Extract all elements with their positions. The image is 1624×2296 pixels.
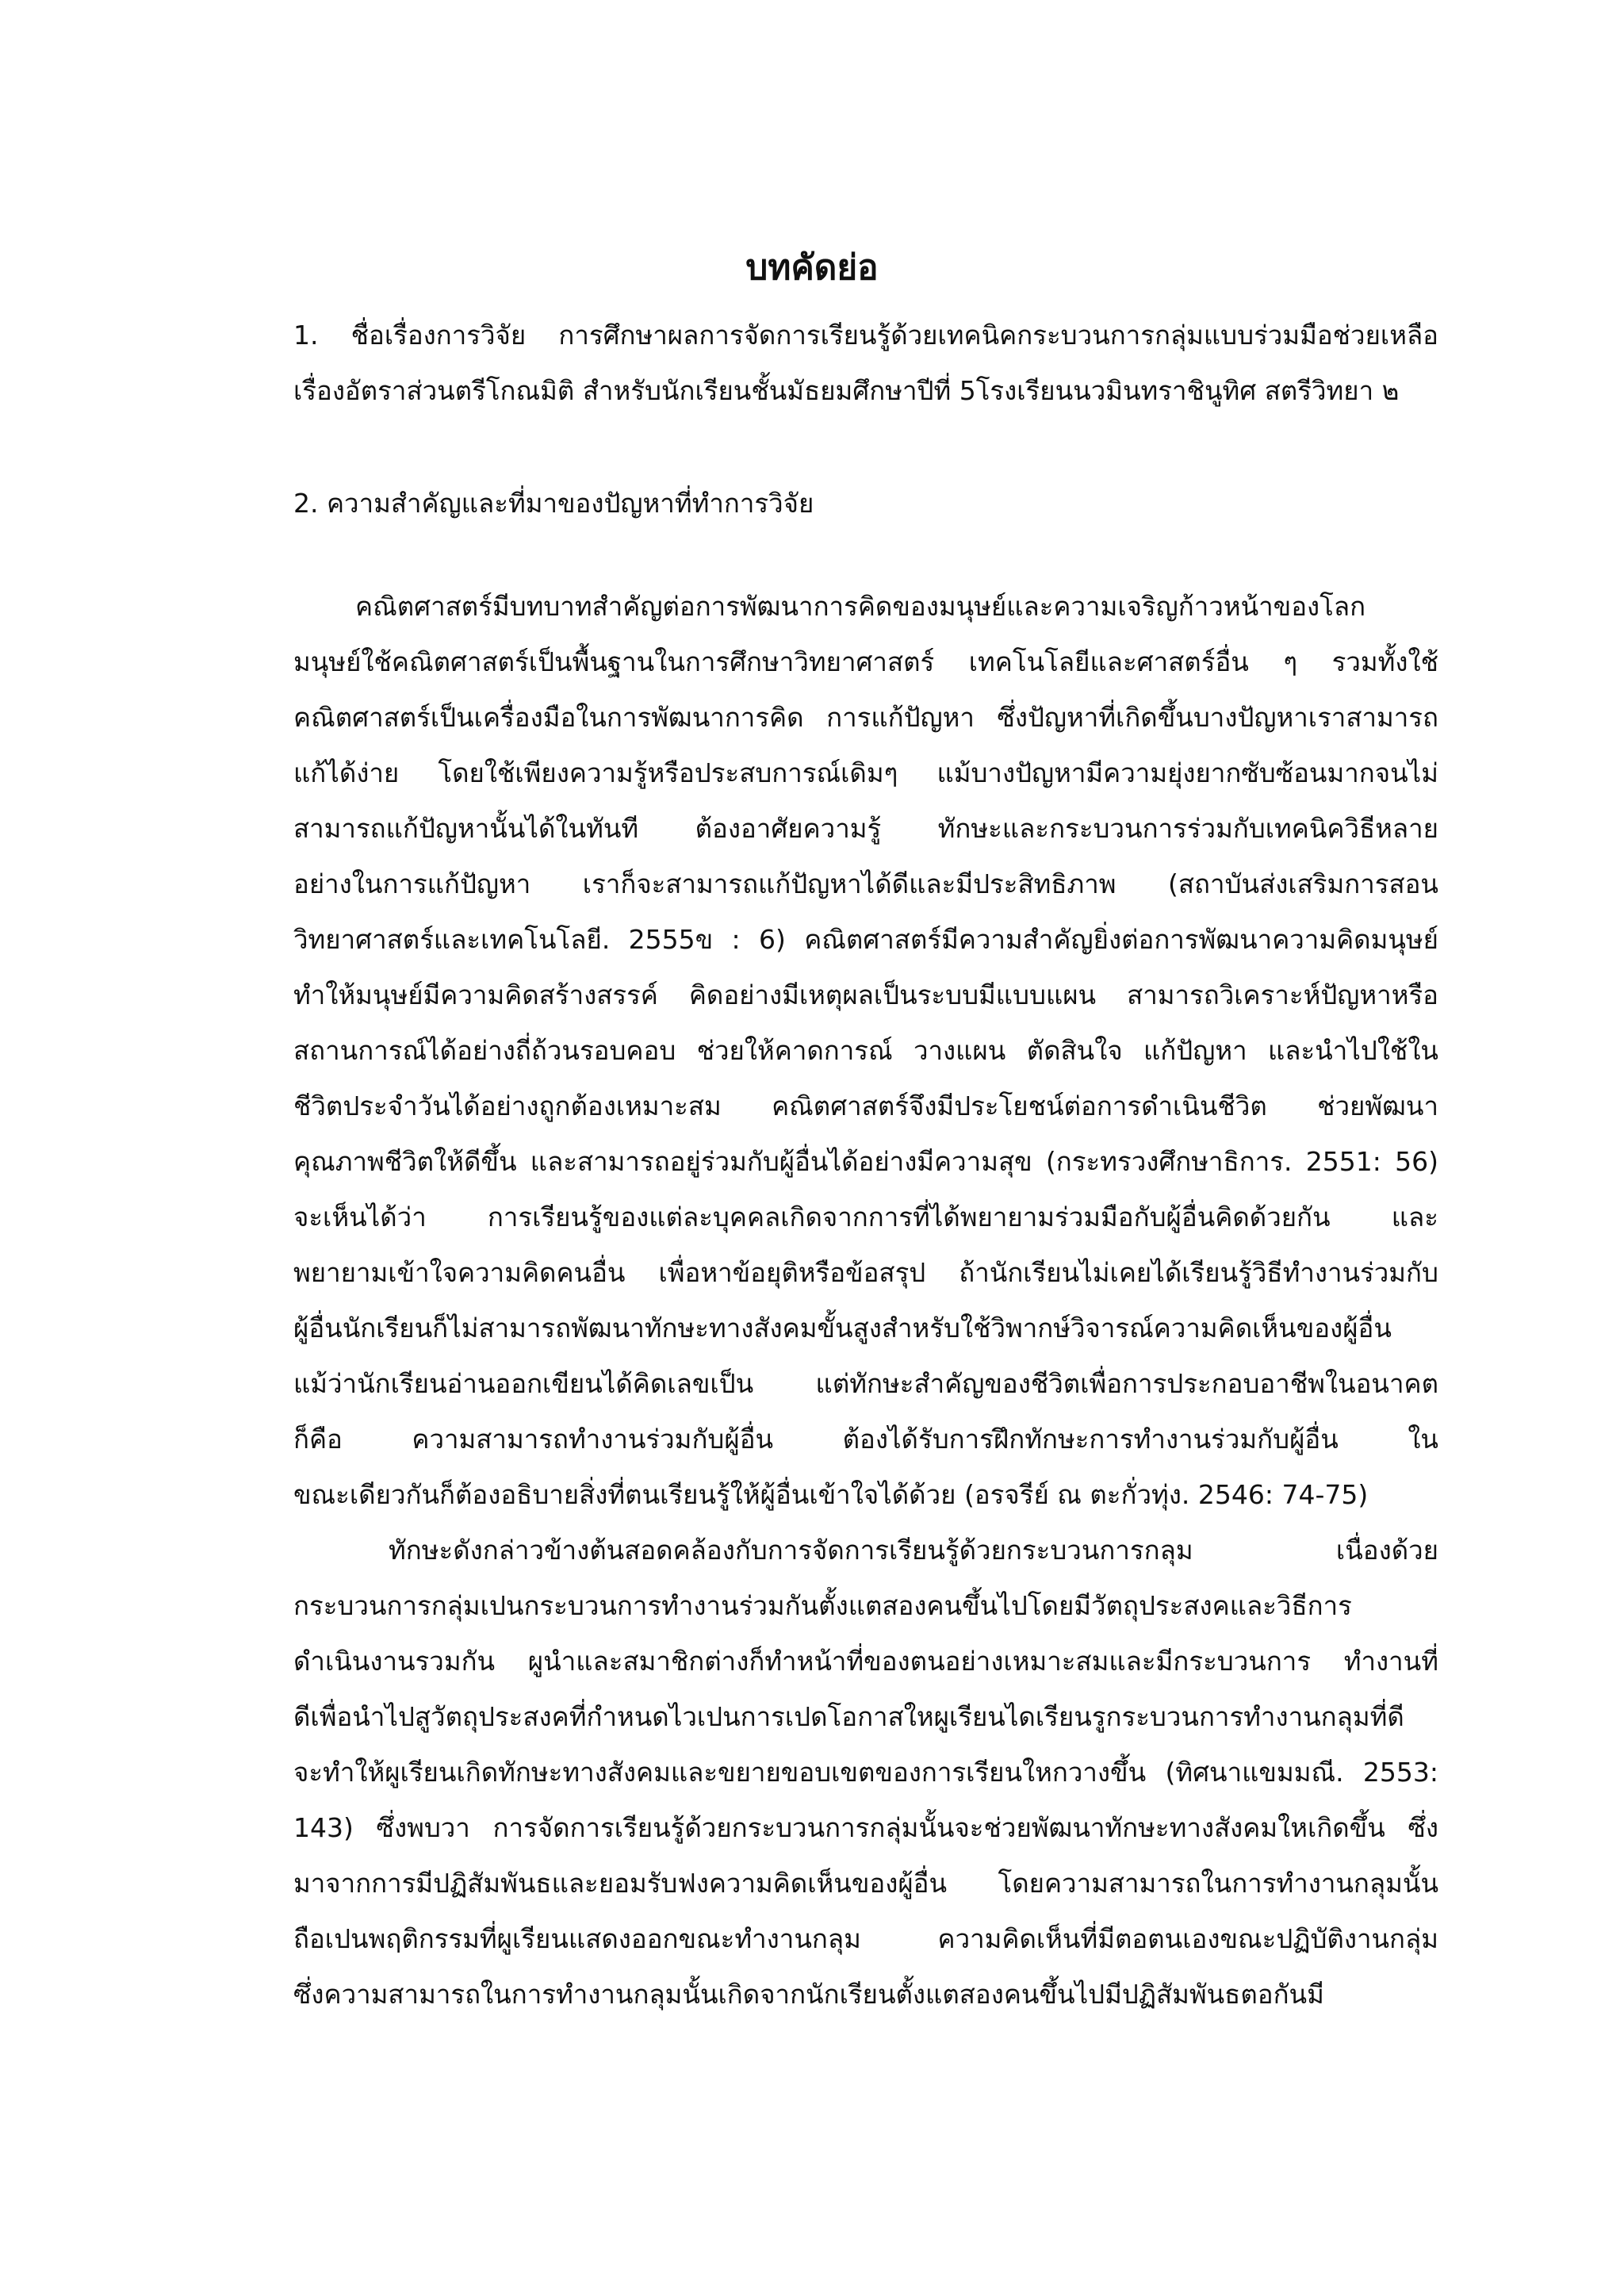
paragraph1-line: ขณะเดียวกันก็ต้องอธิบายสิ่งที่ตนเรียนรู้ให้ผู้อื่นเข้าใจได้ด้วย (อรจรีย์ ณ ตะกั่วทุ่ง. 2546: 74-75) bbox=[293, 1479, 1369, 1510]
paragraph1-line: คณิตศาสตร์เป็นเครื่องมือในการพัฒนาการคิด การแก้ปัญหา ซึ่งปัญหาที่เกิดขึ้นบางปัญหาเราสามารถ bbox=[293, 702, 1438, 733]
section-heading: 2. ความสำคัญและที่มาของปัญหาที่ทำการวิจัย bbox=[293, 488, 814, 519]
paragraph1-line: สามารถแก้ปัญหานั้นได้ในทันที ต้องอาศัยความรู้ ทักษะและกระบวนการร่วมกับเทคนิควิธีหลาย bbox=[293, 813, 1438, 844]
paragraph2-line: ถือเปนพฤติกรรมที่ผูเรียนแสดงออกขณะทำงานกลุม ความคิดเห็นที่มีตอตนเองขณะปฏิบัติงานกลุ่ม bbox=[293, 1923, 1438, 1954]
paragraph1-line: ทำให้มนุษย์มีความคิดสร้างสรรค์ คิดอย่างมีเหตุผลเป็นระบบมีแบบแผน สามารถวิเคราะห์ปัญหาหรือ bbox=[293, 979, 1438, 1010]
paragraph2-line: 143) ซึ่งพบวา การจัดการเรียนรู้ด้วยกระบวนการกลุ่มนั้นจะช่วยพัฒนาทักษะทางสังคมใหเกิดขึ้น ซึ่ง bbox=[293, 1812, 1438, 1843]
paragraph1-line: แม้ว่านักเรียนอ่านออกเขียนได้คิดเลขเป็น แต่ทักษะสำคัญของชีวิตเพื่อการประกอบอาชีพในอนาคต bbox=[293, 1368, 1438, 1399]
paragraph1-line: ก็คือ ความสามารถทำงานร่วมกับผู้อื่น ต้องได้รับการฝึกทักษะการทำงานร่วมกับผู้อื่น ใน bbox=[293, 1424, 1438, 1455]
paragraph1-line: ผู้อื่นนักเรียนก็ไม่สามารถพัฒนาทักษะทางสังคมขั้นสูงสำหรับใช้วิพากษ์วิจารณ์ความคิดเห็นของผู้อื่น bbox=[293, 1313, 1392, 1343]
section1-line: เรื่องอัตราส่วนตรีโกณมิติ สำหรับนักเรียนชั้นมัธยมศึกษาปีที่ 5โรงเรียนนวมินทราชินูทิศ สตรีวิทยา ๒ bbox=[293, 375, 1400, 406]
paragraph2-line: ทักษะดังกล่าวข้างต้นสอดคล้องกับการจัดการเรียนรู้ด้วยกระบวนการกลุม เนื่องด้วย bbox=[389, 1535, 1438, 1566]
paragraph1-line: ชีวิตประจำวันได้อย่างถูกต้องเหมาะสม คณิตศาสตร์จึงมีประโยชน์ต่อการดำเนินชีวิต ช่วยพัฒนา bbox=[293, 1091, 1438, 1121]
paragraph1-line: สถานการณ์ได้อย่างถี่ถ้วนรอบคอบ ช่วยให้คาดการณ์ วางแผน ตัดสินใจ แก้ปัญหา และนำไปใช้ใน bbox=[293, 1035, 1438, 1066]
paragraph1-line: จะเห็นได้ว่า การเรียนรู้ของแต่ละบุคคลเกิดจากการที่ได้พยายามร่วมมือกับผู้อื่นคิดด้วยกัน และ bbox=[293, 1202, 1438, 1232]
paragraph1-line: อย่างในการแก้ปัญหา เราก็จะสามารถแก้ปัญหาได้ดีและมีประสิทธิภาพ (สถาบันส่งเสริมการสอน bbox=[293, 868, 1438, 899]
paragraph2-line: กระบวนการกลุ่มเปนกระบวนการทำงานร่วมกันตั้งแตสองคนขึ้นไปโดยมีวัตถุประสงคและวิธีการ bbox=[293, 1590, 1352, 1621]
paragraph1-line: คณิตศาสตร์มีบทบาทสำคัญต่อการพัฒนาการคิดของมนุษย์และความเจริญก้าวหน้าของโลก bbox=[355, 591, 1366, 622]
paragraph1-line: แก้ได้ง่าย โดยใช้เพียงความรู้หรือประสบการณ์เดิมๆ แม้บางปัญหามีความยุ่งยากซับซ้อนมากจนไม่ bbox=[293, 757, 1438, 788]
paragraph2-line: ดีเพื่อนำไปสูวัตถุประสงคที่กำหนดไวเปนการเปดโอกาสใหผูเรียนไดเรียนรูกระบวนการทำงานกลุมที่ดี bbox=[293, 1701, 1404, 1732]
paragraph1-line: คุณภาพชีวิตให้ดีขึ้น และสามารถอยู่ร่วมกับผู้อื่นได้อย่างมีความสุข (กระทรวงศึกษาธิการ. 2551: 56) bbox=[293, 1146, 1438, 1177]
paragraph2-line: มาจากการมีปฏิสัมพันธและยอมรับฟงความคิดเห็นของผู้อื่น โดยความสามารถในการทำงานกลุมนั้น bbox=[293, 1868, 1438, 1899]
paragraph1-line: พยายามเข้าใจความคิดคนอื่น เพื่อหาข้อยุติหรือข้อสรุป ถ้านักเรียนไม่เคยได้เรียนรู้วิธีทำงานร่วมกับ bbox=[293, 1257, 1438, 1288]
paragraph2-line: ดำเนินงานรวมกัน ผูนำและสมาชิกต่างก็ทำหน้าที่ของตนอย่างเหมาะสมและมีกระบวนการ ทำงานที่ bbox=[293, 1646, 1438, 1677]
paragraph2-line: จะทำให้ผูเรียนเกิดทักษะทางสังคมและขยายขอบเขตของการเรียนใหกวางขึ้น (ทิศนาแขมมณี. 2553: bbox=[293, 1757, 1438, 1788]
paragraph1-line: วิทยาศาสตร์และเทคโนโลยี. 2555ข : 6) คณิตศาสตร์มีความสำคัญยิ่งต่อการพัฒนาความคิดมนุษย์ bbox=[293, 924, 1438, 955]
paragraph1-line: มนุษย์ใช้คณิตศาสตร์เป็นพื้นฐานในการศึกษาวิทยาศาสตร์ เทคโนโลยีและศาสตร์อื่น ๆ รวมทั้งใช้ bbox=[293, 646, 1438, 677]
section1-line: 1. ชื่อเรื่องการวิจัย การศึกษาผลการจัดการเรียนรู้ด้วยเทคนิคกระบวนการกลุ่มแบบร่วมมือช่วยเหลือ bbox=[293, 320, 1438, 351]
page-title: บทคัดย่อ bbox=[745, 247, 879, 288]
paragraph2-line: ซึ่งความสามารถในการทำงานกลุมนั้นเกิดจากนักเรียนตั้งแตสองคนขึ้นไปมีปฏิสัมพันธตอกันมี bbox=[293, 1979, 1324, 2010]
